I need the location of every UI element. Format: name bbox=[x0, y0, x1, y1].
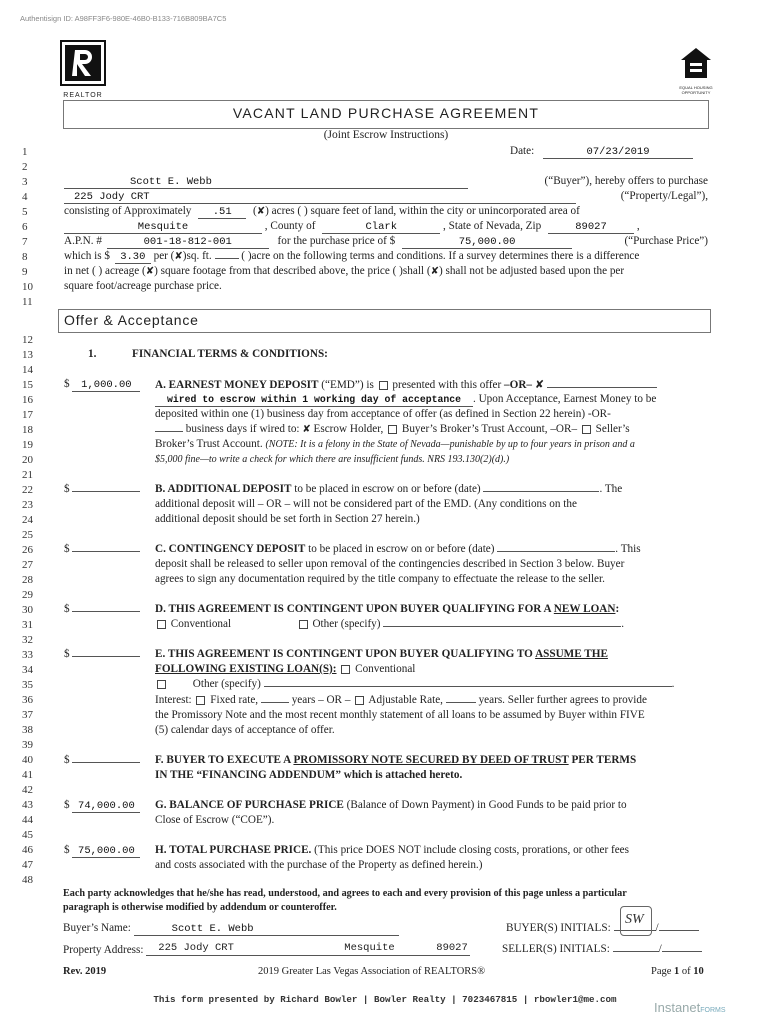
cont-date-field[interactable] bbox=[497, 551, 615, 552]
g-line-43 bbox=[155, 799, 708, 811]
date-row bbox=[510, 145, 693, 159]
line-number: 27 bbox=[22, 559, 33, 571]
x-mark-icon: ✘ bbox=[430, 266, 439, 277]
line-number: 6 bbox=[22, 221, 28, 233]
acres-check[interactable]: (✘) bbox=[253, 205, 269, 217]
add-date-field[interactable] bbox=[483, 491, 599, 492]
seller-broker-checkbox[interactable] bbox=[582, 425, 591, 434]
per-label: which is $ bbox=[64, 250, 110, 262]
initials-slash: / bbox=[658, 943, 662, 955]
years-or-text: years – OR – bbox=[291, 694, 351, 706]
line-number: 37 bbox=[22, 709, 33, 721]
line-number: 45 bbox=[22, 829, 33, 841]
felony-note: (NOTE: It is a felony in the State of Nevada—punishable by up to four years in prison and a bbox=[265, 439, 635, 450]
line-number: 39 bbox=[22, 739, 33, 751]
add-text: to be placed in escrow on or before (date) bbox=[294, 483, 481, 495]
line-number: 5 bbox=[22, 206, 28, 218]
d-amount-field[interactable] bbox=[72, 611, 140, 612]
property-row bbox=[64, 190, 708, 204]
dollar-sign: $ bbox=[64, 378, 70, 390]
per-row bbox=[64, 250, 708, 264]
line-number: 7 bbox=[22, 236, 28, 248]
buyer-name-footer-row bbox=[63, 922, 399, 936]
realtor-r-icon bbox=[60, 40, 106, 86]
line-number: 46 bbox=[22, 844, 33, 856]
emd-line-19 bbox=[155, 438, 708, 450]
e-conventional-label: Conventional bbox=[355, 663, 416, 675]
line-number: 8 bbox=[22, 251, 28, 263]
per-field[interactable]: 3.30 bbox=[115, 251, 151, 264]
cont-text: to be placed in escrow on or before (date) bbox=[308, 543, 495, 555]
cont-this: . This bbox=[615, 543, 641, 555]
sqft-blank[interactable] bbox=[215, 258, 239, 259]
e-line-37: the Promissory Note and the most recent monthly statement of all loans to be assumed by Buyer within FIVE bbox=[155, 709, 645, 721]
line-number: 1 bbox=[22, 146, 28, 158]
buyer-initials-label: BUYER(S) INITIALS: bbox=[506, 922, 611, 934]
emd-wired-blank[interactable] bbox=[547, 387, 657, 388]
e-conventional-checkbox[interactable] bbox=[341, 665, 350, 674]
line-number: 24 bbox=[22, 514, 33, 526]
fin-num: 1. bbox=[88, 348, 97, 360]
h-amount-row bbox=[64, 844, 140, 858]
presented-by: This form presented by Richard Bowler | Bowler Realty | 7023467815 | rbowler1@me.com bbox=[153, 994, 617, 1005]
line-number: 48 bbox=[22, 874, 33, 886]
offer-acceptance-title: Offer & Acceptance bbox=[64, 312, 199, 328]
date-field[interactable]: 07/23/2019 bbox=[543, 146, 693, 159]
equal-housing-logo bbox=[676, 46, 716, 96]
line-number: 16 bbox=[22, 394, 33, 406]
zip-field[interactable]: 89027 bbox=[548, 221, 634, 234]
emd-text: (“EMD”) is bbox=[321, 379, 374, 391]
line-number: 47 bbox=[22, 859, 33, 871]
d-heading: D. THIS AGREEMENT IS CONTINGENT UPON BUYER QUALIFYING FOR A bbox=[155, 603, 551, 615]
line-number: 4 bbox=[22, 191, 28, 203]
line-number: 14 bbox=[22, 364, 33, 376]
e-line-38: (5) calendar days of acceptance of offer. bbox=[155, 724, 335, 736]
county-field[interactable]: Clark bbox=[322, 221, 440, 234]
realtor-logo bbox=[60, 40, 106, 99]
authentisign-id: Authentisign ID: A98FF3F6-980E-46B0-B133-716B809BA7C5 bbox=[20, 14, 227, 23]
h-amount-field[interactable]: 75,000.00 bbox=[72, 845, 140, 858]
x-mark-icon: ✘ bbox=[145, 266, 155, 277]
line-number: 36 bbox=[22, 694, 33, 706]
line-number: 28 bbox=[22, 574, 33, 586]
city-field[interactable]: Mesquite bbox=[64, 221, 262, 234]
consisting-row bbox=[64, 205, 708, 219]
emd-amount-field[interactable]: 1,000.00 bbox=[72, 379, 140, 392]
buyer-row bbox=[64, 175, 708, 189]
existing-loans-text: FOLLOWING EXISTING LOAN(S): bbox=[155, 663, 337, 675]
emd-line-16 bbox=[155, 393, 708, 407]
d-conventional-checkbox[interactable] bbox=[157, 620, 166, 629]
line-number: 13 bbox=[22, 349, 33, 361]
presented-checkbox[interactable] bbox=[379, 381, 388, 390]
dollar-sign: $ bbox=[64, 483, 70, 495]
line-number: 32 bbox=[22, 634, 33, 646]
dollar-sign: $ bbox=[64, 543, 70, 555]
line-number: 12 bbox=[22, 334, 33, 346]
e-other-checkbox[interactable] bbox=[157, 680, 166, 689]
footer-zip: 89027 bbox=[436, 942, 468, 954]
e-other-label: Other (specify) bbox=[192, 678, 261, 690]
d-line-31: Conventional Other (specify) . bbox=[155, 618, 708, 630]
survey-text: ( )acre on the following terms and conditions. If a survey determines there is a difference bbox=[241, 250, 640, 262]
cont-heading: C. CONTINGENCY DEPOSIT bbox=[155, 543, 306, 555]
apn-label: A.P.N. # bbox=[64, 235, 102, 247]
fin-title: FINANCIAL TERMS & CONDITIONS: bbox=[132, 348, 328, 360]
f-line-41: IN THE “FINANCING ADDENDUM” which is attached hereto. bbox=[155, 769, 463, 781]
assume-text: ASSUME THE bbox=[535, 648, 608, 660]
add-heading: B. ADDITIONAL DEPOSIT bbox=[155, 483, 292, 495]
consisting-label: consisting of Approximately bbox=[64, 205, 192, 217]
apn-row bbox=[64, 235, 708, 249]
e-heading: E. THIS AGREEMENT IS CONTINGENT UPON BUYER QUALIFYING TO bbox=[155, 648, 533, 660]
g-text: (Balance of Down Payment) in Good Funds to be paid prior to bbox=[346, 799, 627, 811]
dollar-sign: $ bbox=[64, 754, 70, 766]
line-number: 21 bbox=[22, 469, 33, 481]
property-address-label: Property Address: bbox=[63, 944, 144, 956]
acres-text: acres ( ) square feet of land, within the city or unincorporated area of bbox=[271, 205, 580, 217]
seller-initials-row bbox=[502, 943, 702, 955]
e-amount-row bbox=[64, 648, 140, 660]
d-other-checkbox[interactable] bbox=[299, 620, 308, 629]
line-number: 19 bbox=[22, 439, 33, 451]
property-address-footer-field[interactable] bbox=[146, 943, 470, 956]
emd-or: –OR– bbox=[504, 379, 533, 391]
page-title: VACANT LAND PURCHASE AGREEMENT bbox=[232, 105, 540, 121]
line-number: 11 bbox=[22, 296, 33, 308]
adjustable-rate-checkbox[interactable] bbox=[355, 696, 364, 705]
line-number: 18 bbox=[22, 424, 33, 436]
line-number: 33 bbox=[22, 649, 33, 661]
fixed-rate-label: Fixed rate, bbox=[210, 694, 259, 706]
interest-label: Interest: bbox=[155, 694, 192, 706]
e-line-36 bbox=[155, 694, 708, 706]
f-line-40 bbox=[155, 754, 708, 766]
new-loan-text: NEW LOAN bbox=[553, 603, 616, 615]
buyer-name-footer-field[interactable]: Scott E. Webb bbox=[134, 923, 399, 936]
instanet-text: Instanet bbox=[654, 1000, 701, 1015]
f-amount-row bbox=[64, 754, 140, 766]
line-number: 17 bbox=[22, 409, 33, 421]
footer-address: 225 Jody CRT bbox=[158, 942, 234, 954]
instanet-forms-text: FORMS bbox=[700, 1007, 726, 1014]
acknowledgment-line-2: paragraph is otherwise modified by addendum or counteroffer. bbox=[63, 902, 337, 913]
page-number bbox=[651, 966, 704, 977]
purchase-price-label: (“Purchase Price”) bbox=[624, 235, 708, 247]
f-heading: F. BUYER TO EXECUTE A bbox=[155, 754, 291, 766]
page-subtitle: (Joint Escrow Instructions) bbox=[323, 129, 449, 141]
shall-text: square footage from that described above, the price ( )shall ( bbox=[160, 265, 431, 277]
property-address-footer-row bbox=[63, 943, 470, 956]
x-mark-icon: ✘ bbox=[302, 424, 311, 435]
realtor-label: REALTOR bbox=[63, 92, 103, 99]
buyer-initials-field-2[interactable] bbox=[659, 930, 699, 931]
sqft-text: )sq. ft. bbox=[182, 250, 212, 262]
line-number: 42 bbox=[22, 784, 33, 796]
page-total: 10 bbox=[693, 966, 704, 977]
cont-line-28: agrees to sign any documentation required by the title company to effectuate the release to the seller. bbox=[155, 573, 605, 585]
adjustable-years-field[interactable] bbox=[446, 702, 476, 703]
d-other-label: Other (specify) bbox=[312, 618, 381, 630]
g-heading: G. BALANCE OF PURCHASE PRICE bbox=[155, 799, 344, 811]
line-number: 10 bbox=[22, 281, 33, 293]
h-text: (This price DOES NOT include closing costs, prorations, or other fees bbox=[314, 844, 629, 856]
shall-not-text: ) shall not be adjusted based upon the per bbox=[438, 265, 625, 277]
x-mark-icon: ✘ bbox=[256, 206, 266, 217]
add-the: . The bbox=[599, 483, 623, 495]
page-current: 1 bbox=[674, 966, 680, 977]
seller-initials-field[interactable] bbox=[613, 951, 659, 952]
per-terms-text: PER TERMS bbox=[571, 754, 637, 766]
line-number: 44 bbox=[22, 814, 33, 826]
buyer-initials-stamp bbox=[620, 906, 652, 936]
line-number: 30 bbox=[22, 604, 33, 616]
line-number: 2 bbox=[22, 161, 28, 173]
line-number: 29 bbox=[22, 589, 33, 601]
date-label: Date: bbox=[510, 145, 535, 157]
acreage-text: in net ( ) acreage bbox=[64, 265, 140, 277]
equal-housing-label: EQUAL HOUSING OPPORTUNITY bbox=[679, 85, 713, 95]
buyer-initials-signature: SW bbox=[625, 912, 644, 927]
emd-line-17: deposited within one (1) business day from acceptance of offer (as defined in Section 22 herein) -OR- bbox=[155, 408, 611, 420]
cont-amount-row bbox=[64, 543, 140, 555]
line-number: 26 bbox=[22, 544, 33, 556]
copyright: 2019 Greater Las Vegas Association of REALTORS® bbox=[258, 966, 486, 977]
property-legal-text: (“Property/Legal”), bbox=[620, 190, 708, 202]
g-amount-row bbox=[64, 799, 140, 813]
broker-trust-text: Broker’s Trust Account. bbox=[155, 438, 263, 450]
buyer-initials-row bbox=[506, 922, 699, 934]
add-amount-row bbox=[64, 483, 140, 495]
line-number: 3 bbox=[22, 176, 28, 188]
presented-text: presented with this offer bbox=[392, 379, 502, 391]
buyer-name-label: Buyer’s Name: bbox=[63, 922, 131, 934]
h-line-46 bbox=[155, 844, 708, 856]
dollar-sign: $ bbox=[64, 844, 70, 856]
buyer-broker-checkbox[interactable] bbox=[388, 425, 397, 434]
page-of: of bbox=[681, 966, 691, 977]
acreage-row: in net ( ) acreage (✘) square footage from that described above, the price ( )shall (✘) shall not be adjusted based upon the per bbox=[64, 265, 625, 277]
city-row: Mesquite , County of Clark , State of Nevada, Zip 89027 , bbox=[64, 220, 708, 234]
fixed-rate-checkbox[interactable] bbox=[196, 696, 205, 705]
revision: Rev. 2019 bbox=[63, 966, 107, 977]
line-number: 34 bbox=[22, 664, 33, 676]
add-line-24: additional deposit should be set forth in Section 27 herein.) bbox=[155, 513, 420, 525]
county-label: , County of bbox=[264, 220, 316, 232]
state-label: , State of Nevada, Zip bbox=[443, 220, 542, 232]
e-amount-field[interactable] bbox=[72, 656, 140, 657]
h-heading: H. TOTAL PURCHASE PRICE. bbox=[155, 844, 312, 856]
line-number: 23 bbox=[22, 499, 33, 511]
seller-provide-text: years. Seller further agrees to provide bbox=[478, 694, 647, 706]
add-line-22 bbox=[155, 483, 708, 495]
add-amount-field[interactable] bbox=[72, 491, 140, 492]
adjustable-label: Adjustable Rate, bbox=[368, 694, 443, 706]
buyer-name-field[interactable]: Scott E. Webb bbox=[64, 176, 468, 189]
cont-line-26 bbox=[155, 543, 708, 555]
cont-line-27: deposit shall be released to seller upon removal of the contingencies described in Section 3 below. Buyer bbox=[155, 558, 625, 570]
acknowledgment-line-1: Each party acknowledges that he/she has read, understood, and agrees to each and every provision of this page unless a particular bbox=[63, 888, 627, 899]
escrow-holder-text: Escrow Holder, bbox=[313, 423, 384, 435]
f-amount-field[interactable] bbox=[72, 762, 140, 763]
apn-field[interactable]: 001-18-812-001 bbox=[107, 236, 269, 249]
seller-initials-label: SELLER(S) INITIALS: bbox=[502, 943, 610, 955]
e-line-34 bbox=[155, 663, 708, 675]
initials-slash: / bbox=[655, 922, 659, 934]
line-number: 25 bbox=[22, 529, 33, 541]
line-number: 20 bbox=[22, 454, 33, 466]
wired-to-text: business days if wired to: bbox=[185, 423, 300, 435]
line-number: 9 bbox=[22, 266, 28, 278]
buyer-text: (“Buyer”), hereby offers to purchase bbox=[544, 175, 708, 187]
line-number: 43 bbox=[22, 799, 33, 811]
footer-city: Mesquite bbox=[344, 942, 395, 954]
dollar-sign: $ bbox=[64, 603, 70, 615]
h-line-47: and costs associated with the purchase of the Property as defined herein.) bbox=[155, 859, 483, 871]
business-days-blank[interactable] bbox=[155, 431, 183, 432]
x-mark-icon: ✘ bbox=[534, 379, 545, 391]
seller-initials-field-2[interactable] bbox=[662, 951, 702, 952]
page-label: Page bbox=[651, 966, 672, 977]
d-other-field[interactable] bbox=[383, 626, 621, 627]
d-colon: : bbox=[615, 603, 620, 615]
g-amount-field[interactable]: 74,000.00 bbox=[72, 800, 140, 813]
promissory-text: PROMISSORY NOTE SECURED BY DEED OF TRUST bbox=[293, 754, 569, 766]
seller-text: Seller’s bbox=[595, 423, 630, 435]
property-address-field[interactable]: 225 Jody CRT bbox=[64, 191, 576, 204]
buyer-broker-text: Buyer’s Broker’s Trust Account, –OR– bbox=[401, 423, 578, 435]
emd-heading: A. EARNEST MONEY DEPOSIT bbox=[155, 379, 319, 391]
equal-housing-icon bbox=[679, 46, 713, 80]
cont-amount-field[interactable] bbox=[72, 551, 140, 552]
add-line-23: additional deposit will – OR – will not be considered part of the EMD. (Any conditions on the bbox=[155, 498, 577, 510]
e-line-33 bbox=[155, 648, 708, 660]
d-amount-row bbox=[64, 603, 140, 615]
line-number: 40 bbox=[22, 754, 33, 766]
line-number: 15 bbox=[22, 379, 33, 391]
dollar-sign: $ bbox=[64, 648, 70, 660]
upon-acceptance-text: . Upon Acceptance, Earnest Money to be bbox=[473, 393, 657, 405]
e-other-field[interactable] bbox=[264, 686, 672, 687]
line-10-text: square foot/acreage purchase price. bbox=[64, 280, 222, 292]
emd-line-20: $5,000 fine—to write a check for which there are insufficient funds. NRS 193.130(2)(d).) bbox=[155, 454, 510, 465]
acres-field[interactable]: .51 bbox=[198, 206, 246, 219]
g-line-44: Close of Escrow (“COE”). bbox=[155, 814, 275, 826]
line-number: 31 bbox=[22, 619, 33, 631]
line-number: 38 bbox=[22, 724, 33, 736]
e-line-35: Other (specify) . bbox=[155, 678, 708, 690]
emd-line-18 bbox=[155, 423, 708, 435]
wired-field[interactable]: wired to escrow within 1 working day of acceptance bbox=[155, 394, 473, 407]
emd-line-15 bbox=[155, 378, 708, 391]
line-number: 41 bbox=[22, 769, 33, 781]
d-line-30 bbox=[155, 603, 708, 615]
emd-amount-row bbox=[64, 378, 140, 392]
price-label: for the purchase price of $ bbox=[277, 235, 396, 247]
instanet-logo bbox=[654, 1000, 726, 1015]
fixed-years-field[interactable] bbox=[261, 702, 289, 703]
price-field[interactable]: 75,000.00 bbox=[402, 236, 572, 249]
line-number: 22 bbox=[22, 484, 33, 496]
dollar-sign: $ bbox=[64, 799, 70, 811]
d-conventional-label: Conventional bbox=[170, 618, 232, 630]
per-unit-text: per ( bbox=[153, 250, 175, 262]
line-number: 35 bbox=[22, 679, 33, 691]
x-mark-icon: ✘ bbox=[174, 251, 183, 262]
